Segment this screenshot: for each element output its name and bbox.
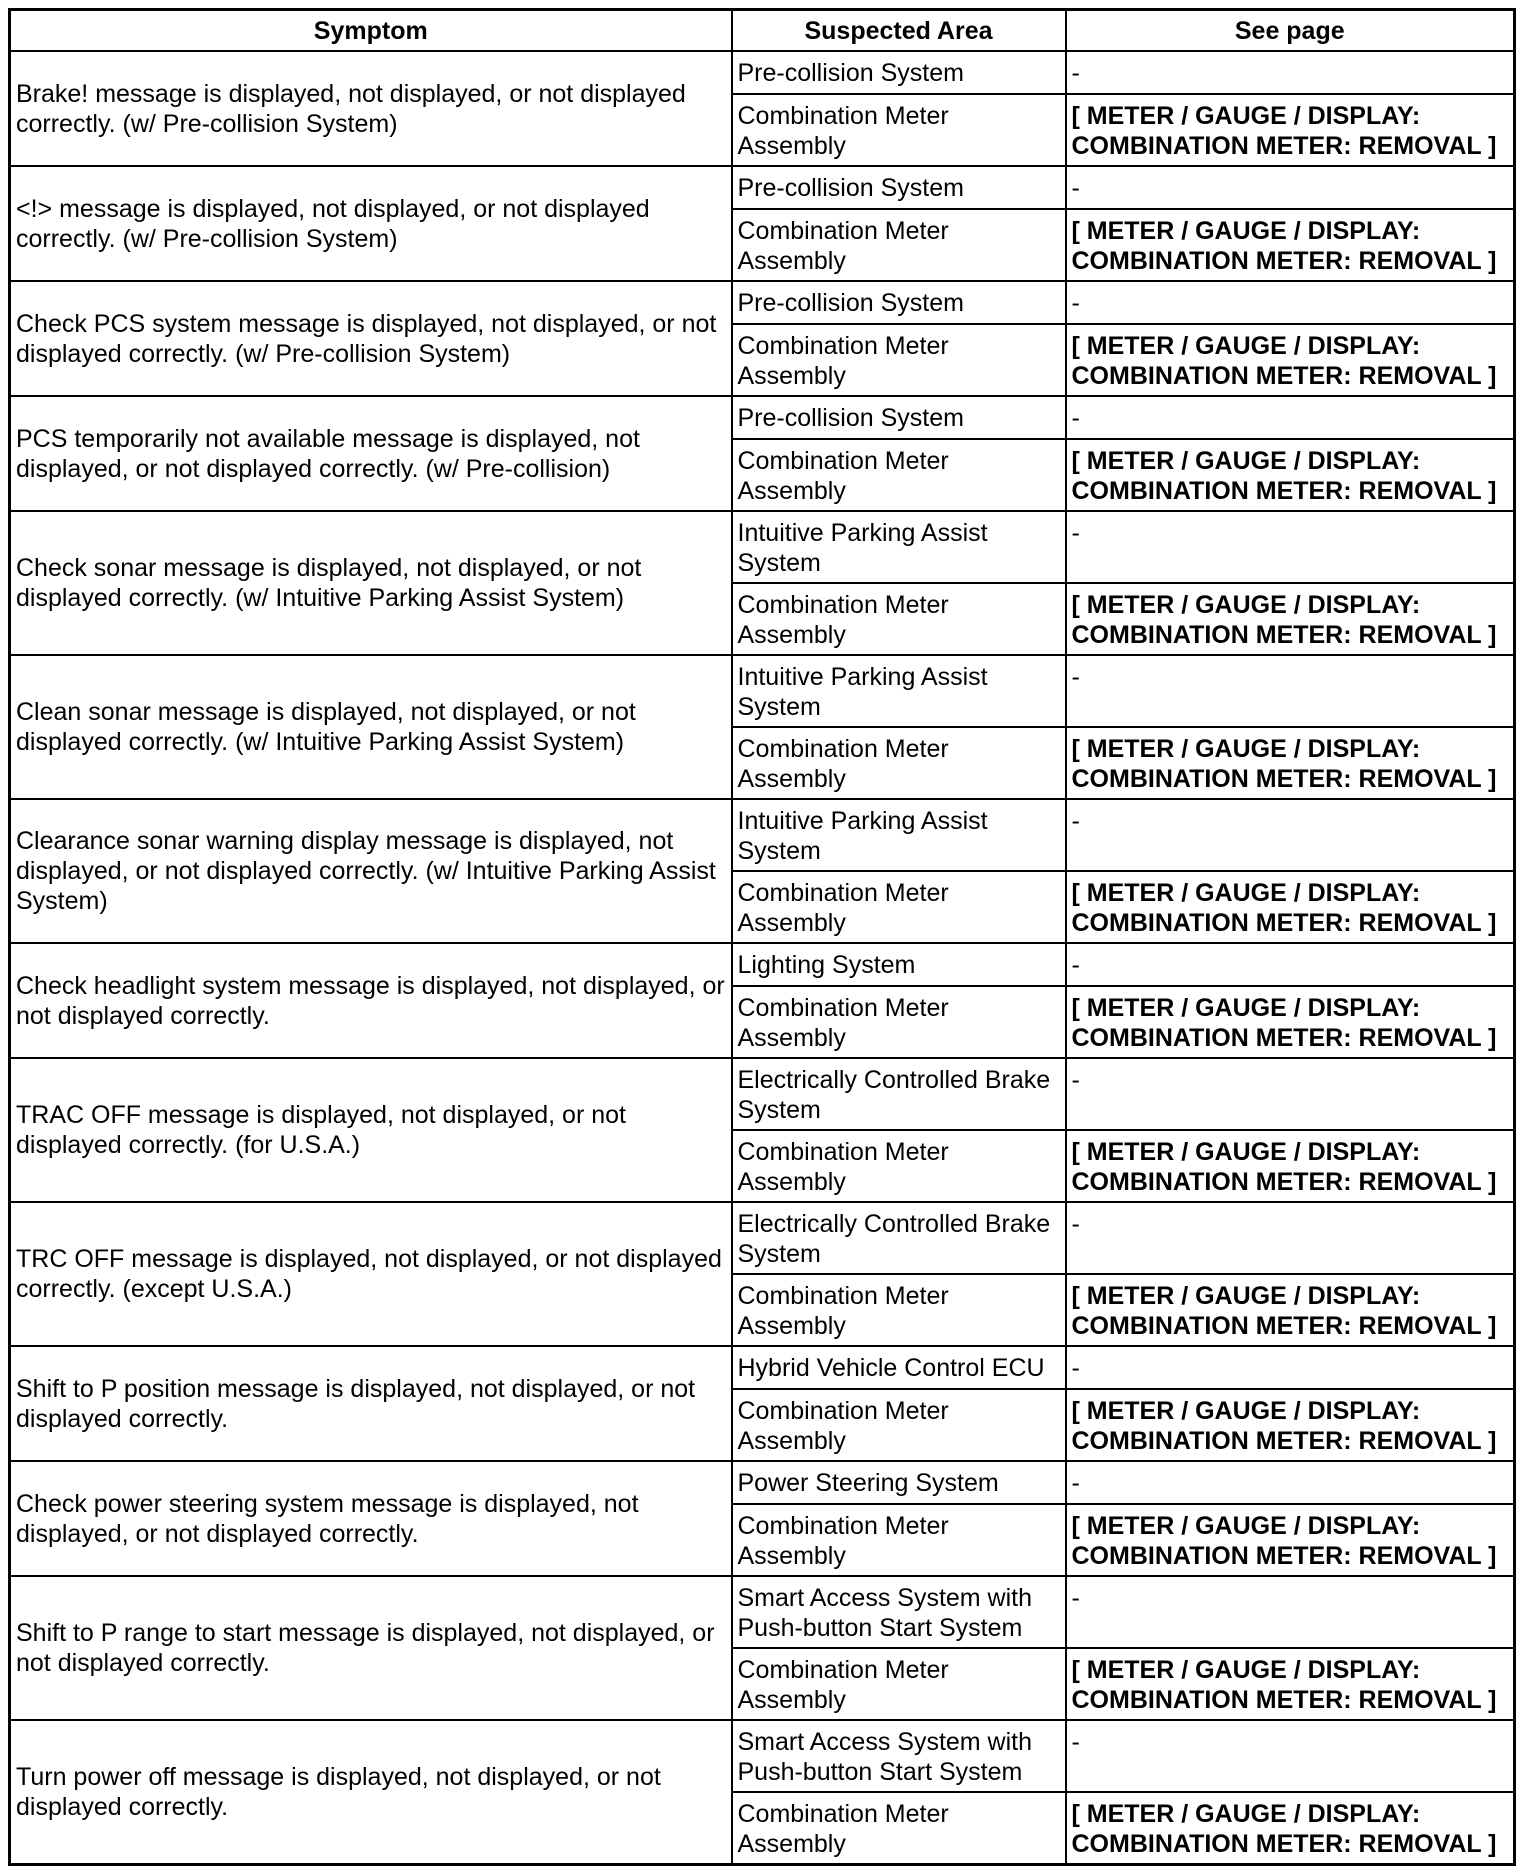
- table-row: [10, 281, 1515, 324]
- symptom-cell: TRAC OFF message is displayed, not displayed, or not displayed correctly. (for U.S.A.): [10, 1058, 732, 1202]
- suspected-area-text: Combination Meter Assembly: [737, 1138, 949, 1196]
- symptom-cell: Check headlight system message is displayed, not displayed, or not displayed correctly.: [10, 943, 732, 1058]
- table-row: [10, 1461, 1515, 1504]
- see-page-cell: [1066, 1058, 1515, 1130]
- suspected-area-cell: [732, 1274, 1066, 1346]
- see-page-text: [ METER / GAUGE / DISPLAY: COMBINATION METER: REMOVAL ]: [1071, 1138, 1497, 1196]
- table-row: [10, 943, 1515, 986]
- suspected-area-cell: [732, 1346, 1066, 1389]
- suspected-area-cell: [732, 1130, 1066, 1202]
- see-page-text: -: [1071, 1354, 1080, 1382]
- suspected-area-cell: [732, 943, 1066, 986]
- suspected-area-text: Pre-collision System: [737, 404, 964, 432]
- see-page-reference-link[interactable]: [1066, 324, 1515, 396]
- see-page-cell: [1066, 655, 1515, 727]
- symptom-cell: Brake! message is displayed, not displayed, or not displayed correctly. (w/ Pre-collision System): [10, 51, 732, 166]
- suspected-area-text: Smart Access System with Push-button Start System: [737, 1584, 1033, 1642]
- table-body: [10, 51, 1515, 1864]
- symptom-cell: Check power steering system message is displayed, not displayed, or not displayed correctly.: [10, 1461, 732, 1576]
- see-page-reference-link[interactable]: [1066, 1389, 1515, 1461]
- see-page-cell: [1066, 166, 1515, 209]
- suspected-area-text: Hybrid Vehicle Control ECU: [737, 1354, 1045, 1382]
- symptom-cell: Turn power off message is displayed, not displayed, or not displayed correctly.: [10, 1720, 732, 1864]
- table-row: [10, 1346, 1515, 1389]
- table-row: [10, 511, 1515, 583]
- see-page-reference-link[interactable]: [1066, 1504, 1515, 1576]
- see-page-text: [ METER / GAUGE / DISPLAY: COMBINATION METER: REMOVAL ]: [1071, 1656, 1497, 1714]
- header-suspected-area: Suspected Area: [732, 10, 1066, 52]
- see-page-text: -: [1071, 951, 1080, 979]
- see-page-reference-link[interactable]: [1066, 1792, 1515, 1864]
- suspected-area-cell: [732, 871, 1066, 943]
- see-page-cell: [1066, 1202, 1515, 1274]
- suspected-area-cell: [732, 396, 1066, 439]
- suspected-area-text: Combination Meter Assembly: [737, 735, 949, 793]
- header-see-page: See page: [1066, 10, 1515, 52]
- see-page-reference-link[interactable]: [1066, 209, 1515, 281]
- suspected-area-cell: [732, 1202, 1066, 1274]
- suspected-area-text: Electrically Controlled Brake System: [737, 1066, 1051, 1124]
- see-page-text: [ METER / GAUGE / DISPLAY: COMBINATION METER: REMOVAL ]: [1071, 1282, 1497, 1340]
- see-page-text: -: [1071, 663, 1080, 691]
- symptom-cell: Clearance sonar warning display message is displayed, not displayed, or not displayed correctly. (w/ Intuitive Parking Assist System): [10, 799, 732, 943]
- see-page-reference-link[interactable]: [1066, 1130, 1515, 1202]
- suspected-area-text: Power Steering System: [737, 1469, 999, 1497]
- suspected-area-text: Combination Meter Assembly: [737, 102, 949, 160]
- see-page-text: -: [1071, 174, 1080, 202]
- see-page-cell: [1066, 51, 1515, 94]
- suspected-area-cell: [732, 94, 1066, 166]
- suspected-area-text: Combination Meter Assembly: [737, 1800, 949, 1858]
- see-page-text: -: [1071, 1584, 1080, 1612]
- see-page-reference-link[interactable]: [1066, 583, 1515, 655]
- see-page-text: [ METER / GAUGE / DISPLAY: COMBINATION METER: REMOVAL ]: [1071, 102, 1497, 160]
- suspected-area-cell: [732, 51, 1066, 94]
- see-page-cell: [1066, 1576, 1515, 1648]
- table-row: [10, 1058, 1515, 1130]
- see-page-text: -: [1071, 404, 1080, 432]
- see-page-text: -: [1071, 1210, 1080, 1238]
- see-page-text: -: [1071, 289, 1080, 317]
- suspected-area-cell: [732, 1648, 1066, 1720]
- see-page-text: [ METER / GAUGE / DISPLAY: COMBINATION METER: REMOVAL ]: [1071, 1397, 1497, 1455]
- see-page-cell: [1066, 799, 1515, 871]
- see-page-reference-link[interactable]: [1066, 94, 1515, 166]
- symptom-cell: Check PCS system message is displayed, not displayed, or not displayed correctly. (w/ Pre-collision System): [10, 281, 732, 396]
- symptom-cell: TRC OFF message is displayed, not displayed, or not displayed correctly. (except U.S.A.): [10, 1202, 732, 1346]
- suspected-area-cell: [732, 1389, 1066, 1461]
- see-page-reference-link[interactable]: [1066, 1274, 1515, 1346]
- table-row: [10, 166, 1515, 209]
- see-page-text: -: [1071, 807, 1080, 835]
- suspected-area-text: Intuitive Parking Assist System: [737, 663, 988, 721]
- see-page-text: [ METER / GAUGE / DISPLAY: COMBINATION METER: REMOVAL ]: [1071, 1512, 1497, 1570]
- suspected-area-text: Combination Meter Assembly: [737, 1397, 949, 1455]
- suspected-area-text: Combination Meter Assembly: [737, 994, 949, 1052]
- see-page-text: [ METER / GAUGE / DISPLAY: COMBINATION METER: REMOVAL ]: [1071, 332, 1497, 390]
- document-page: [8, 8, 1516, 1866]
- see-page-cell: [1066, 1720, 1515, 1792]
- symptom-cell: Shift to P range to start message is displayed, not displayed, or not displayed correctly.: [10, 1576, 732, 1720]
- suspected-area-text: Combination Meter Assembly: [737, 1656, 949, 1714]
- see-page-reference-link[interactable]: [1066, 1648, 1515, 1720]
- table-row: [10, 655, 1515, 727]
- suspected-area-text: Pre-collision System: [737, 59, 964, 87]
- suspected-area-cell: [732, 324, 1066, 396]
- table-row: [10, 1720, 1515, 1792]
- table-row: [10, 396, 1515, 439]
- suspected-area-text: Combination Meter Assembly: [737, 1512, 949, 1570]
- see-page-text: -: [1071, 59, 1080, 87]
- suspected-area-cell: [732, 1576, 1066, 1648]
- see-page-text: -: [1071, 1728, 1080, 1756]
- table-row: [10, 51, 1515, 94]
- see-page-text: [ METER / GAUGE / DISPLAY: COMBINATION METER: REMOVAL ]: [1071, 217, 1497, 275]
- see-page-text: [ METER / GAUGE / DISPLAY: COMBINATION METER: REMOVAL ]: [1071, 591, 1497, 649]
- see-page-cell: [1066, 1461, 1515, 1504]
- suspected-area-cell: [732, 799, 1066, 871]
- see-page-cell: [1066, 943, 1515, 986]
- suspected-area-text: Lighting System: [737, 951, 916, 979]
- suspected-area-cell: [732, 209, 1066, 281]
- see-page-cell: [1066, 281, 1515, 324]
- suspected-area-cell: [732, 1461, 1066, 1504]
- suspected-area-cell: [732, 727, 1066, 799]
- see-page-text: [ METER / GAUGE / DISPLAY: COMBINATION METER: REMOVAL ]: [1071, 879, 1497, 937]
- see-page-reference-link[interactable]: [1066, 871, 1515, 943]
- see-page-text: [ METER / GAUGE / DISPLAY: COMBINATION METER: REMOVAL ]: [1071, 735, 1497, 793]
- suspected-area-text: Combination Meter Assembly: [737, 332, 949, 390]
- suspected-area-cell: [732, 281, 1066, 324]
- suspected-area-text: Combination Meter Assembly: [737, 1282, 949, 1340]
- see-page-cell: [1066, 1346, 1515, 1389]
- table-row: [10, 1202, 1515, 1274]
- see-page-text: -: [1071, 1066, 1080, 1094]
- suspected-area-cell: [732, 511, 1066, 583]
- suspected-area-text: Combination Meter Assembly: [737, 591, 949, 649]
- suspected-area-cell: [732, 655, 1066, 727]
- suspected-area-text: Intuitive Parking Assist System: [737, 519, 988, 577]
- suspected-area-cell: [732, 986, 1066, 1058]
- see-page-cell: [1066, 396, 1515, 439]
- table-row: [10, 799, 1515, 871]
- header-symptom: Symptom: [10, 10, 732, 52]
- see-page-text: [ METER / GAUGE / DISPLAY: COMBINATION METER: REMOVAL ]: [1071, 1800, 1497, 1858]
- table-header-row: [10, 10, 1515, 52]
- table-row: [10, 1576, 1515, 1648]
- see-page-cell: [1066, 511, 1515, 583]
- see-page-reference-link[interactable]: [1066, 986, 1515, 1058]
- symptom-cell: Check sonar message is displayed, not displayed, or not displayed correctly. (w/ Intuitive Parking Assist System): [10, 511, 732, 655]
- suspected-area-text: Combination Meter Assembly: [737, 447, 949, 505]
- suspected-area-text: Combination Meter Assembly: [737, 879, 949, 937]
- see-page-reference-link[interactable]: [1066, 727, 1515, 799]
- suspected-area-text: Pre-collision System: [737, 174, 964, 202]
- suspected-area-cell: [732, 439, 1066, 511]
- symptom-cell: <!> message is displayed, not displayed, or not displayed correctly. (w/ Pre-collision System): [10, 166, 732, 281]
- suspected-area-text: Intuitive Parking Assist System: [737, 807, 988, 865]
- symptom-cell: Clean sonar message is displayed, not displayed, or not displayed correctly. (w/ Intuitive Parking Assist System): [10, 655, 732, 799]
- see-page-text: -: [1071, 1469, 1080, 1497]
- see-page-text: [ METER / GAUGE / DISPLAY: COMBINATION METER: REMOVAL ]: [1071, 994, 1497, 1052]
- suspected-area-cell: [732, 583, 1066, 655]
- suspected-area-text: Smart Access System with Push-button Start System: [737, 1728, 1033, 1786]
- see-page-reference-link[interactable]: [1066, 439, 1515, 511]
- suspected-area-text: Combination Meter Assembly: [737, 217, 949, 275]
- suspected-area-text: Electrically Controlled Brake System: [737, 1210, 1051, 1268]
- see-page-text: -: [1071, 519, 1080, 547]
- symptom-cell: Shift to P position message is displayed, not displayed, or not displayed correctly.: [10, 1346, 732, 1461]
- see-page-text: [ METER / GAUGE / DISPLAY: COMBINATION METER: REMOVAL ]: [1071, 447, 1497, 505]
- suspected-area-text: Pre-collision System: [737, 289, 964, 317]
- suspected-area-cell: [732, 1058, 1066, 1130]
- suspected-area-cell: [732, 166, 1066, 209]
- suspected-area-cell: [732, 1504, 1066, 1576]
- problem-symptoms-table: [8, 8, 1516, 1866]
- suspected-area-cell: [732, 1720, 1066, 1792]
- suspected-area-cell: [732, 1792, 1066, 1864]
- symptom-cell: PCS temporarily not available message is displayed, not displayed, or not displayed correctly. (w/ Pre-collision): [10, 396, 732, 511]
